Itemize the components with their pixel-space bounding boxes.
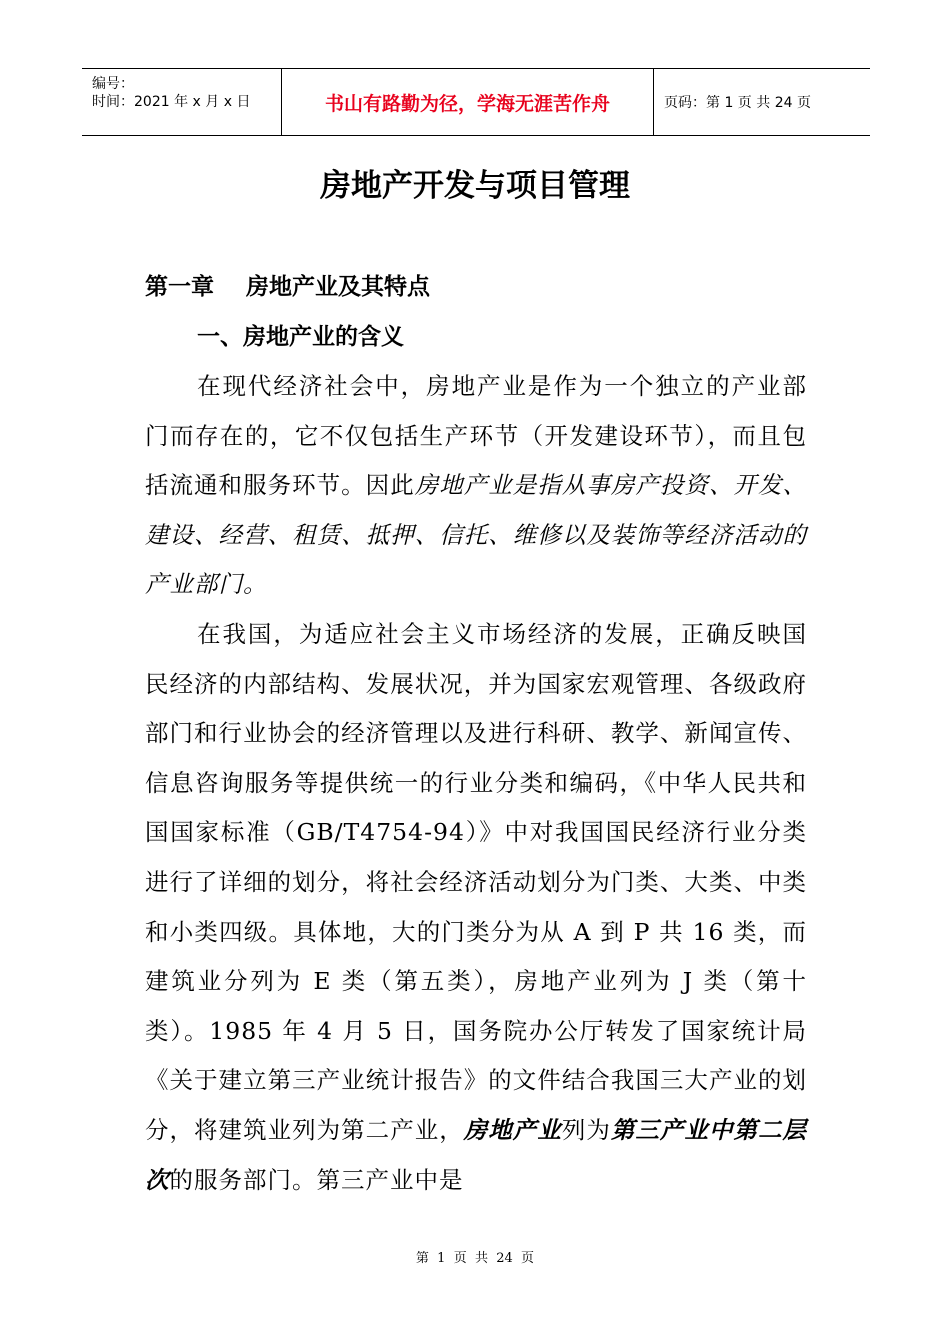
document-title: 房地产开发与项目管理	[320, 168, 630, 204]
paragraph-2-text-b: 列为	[561, 1115, 611, 1144]
header-table	[82, 68, 870, 136]
paragraph-2-text: 在我国，为适应社会主义市场经济的发展，正确反映国民经济的内部结构、发展状况，并为国家宏观管理、各级政府部门和行业协会的经济管理以及进行科研、教学、新闻宣传、信息咨询服务等提供统一的行业分类和编码，《中华人民共和国国家标准（GB/T4754-94）》中对我国国民经济行业分类进行了详细的划分，将社会经济活动划分为门类、大类、中类和小类四级。具体地，大的门类分为从 A 到 P 共 16 类，而建筑业分列为 E 类（第五类），房地产业列为 J 类（第十类）。1985 年 4 月 5 日，国务院办公厅转发了国家统计局《关于建立第三产业统计报告》的文件结合我国三大产业的划分，将建筑业列为第二产业，	[145, 620, 807, 1144]
page-footer: 第 1 页 共 24 页	[415, 1251, 535, 1266]
header-motto: 书山有路勤为径，学海无涯苦作舟	[282, 69, 654, 135]
section-heading: 一、房地产业的含义	[197, 324, 404, 350]
header-page-info: 页码：第 1 页 共 24 页	[664, 95, 811, 111]
paragraph-2	[145, 610, 807, 1205]
paragraph-1-text: 在现代经济社会中，房地产业是作为一个独立的产业部门而存在的，它不仅包括生产环节（开发建设环节），而且包括流通和服务环节。因此	[145, 372, 807, 500]
emphasis-tertiary-level: 第三产业中第二层次	[145, 1115, 808, 1194]
chapter-heading: 第一章 房地产业及其特点	[145, 274, 431, 300]
serial-number-label: 编号：	[92, 76, 134, 92]
definition-italic: 房地产业是指从事房产投资、开发、建设、经营、租赁、抵押、信托、维修以及装饰等经济活动的产业部门。	[145, 471, 808, 599]
emphasis-real-estate: 房地产业	[463, 1115, 562, 1144]
paragraph-2-text-c: 的服务部门。第三产业中是	[169, 1165, 464, 1194]
date-label: 时间：2021 年 x 月 x 日	[92, 94, 251, 110]
paragraph-1	[145, 362, 807, 610]
header-meta-cell	[82, 69, 282, 135]
